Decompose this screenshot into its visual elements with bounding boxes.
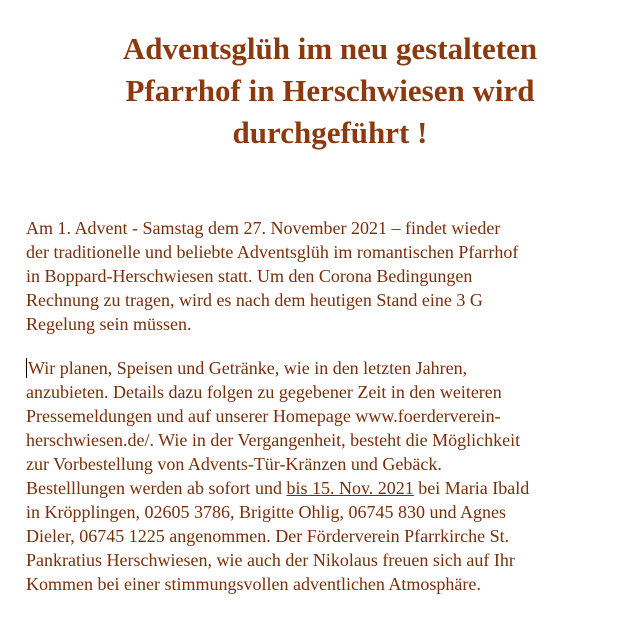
text-line: Dieler, 06745 1225 angenommen. Der Förderverein Pfarrkirche St. [26, 526, 510, 546]
title-line: Pfarrhof in Herschwiesen wird [125, 73, 535, 108]
paragraph-announcement [26, 216, 626, 336]
text-line: Pankratius Herschwiesen, wie auch der Nikolaus freuen sich auf Ihr [26, 550, 515, 570]
text-line: Pressemeldungen und auf unserer Homepage www.foerderverein- [26, 406, 501, 426]
text-line-with-deadline [26, 476, 626, 500]
text-line: herschwiesen.de/. Wie in der Vergangenheit, besteht die Möglichkeit [26, 430, 521, 450]
text-line: Am 1. Advent - Samstag dem 27. November 2021 – findet wieder [26, 218, 501, 238]
text-line: in Kröpplingen, 02605 3786, Brigitte Ohlig, 06745 830 und Agnes [26, 502, 506, 522]
text-line: der traditionelle und beliebte Adventsglüh im romantischen Pfarrhof [26, 242, 519, 262]
text-line: Wir planen, Speisen und Getränke, wie in den letzten Jahren, [28, 358, 468, 378]
text-segment: Bestelllungen werden ab sofort und [26, 478, 287, 498]
deadline-underlined: bis 15. Nov. 2021 [286, 478, 414, 498]
text-line: in Boppard-Herschwiesen statt. Um den Corona Bedingungen [26, 266, 473, 286]
text-cursor [26, 358, 27, 378]
text-line: Regelung sein müssen. [26, 314, 192, 334]
text-line: Rechnung zu tragen, wird es nach dem heutigen Stand eine 3 G [26, 290, 483, 310]
text-line: Kommen bei einer stimmungsvollen adventlichen Atmosphäre. [26, 574, 481, 594]
text-line: zur Vorbestellung von Advents-Tür-Kränzen und Gebäck. [26, 454, 442, 474]
paragraph-details[interactable] [26, 356, 626, 596]
title-line: durchgeführt ! [232, 115, 428, 150]
text-line: anzubieten. Details dazu folgen zu gegebener Zeit in den weiteren [26, 382, 502, 402]
text-line-with-cursor [26, 356, 626, 380]
document-title [40, 28, 620, 154]
title-line: Adventsglüh im neu gestalteten [122, 31, 538, 66]
text-segment: bei Maria Ibald [413, 478, 530, 498]
